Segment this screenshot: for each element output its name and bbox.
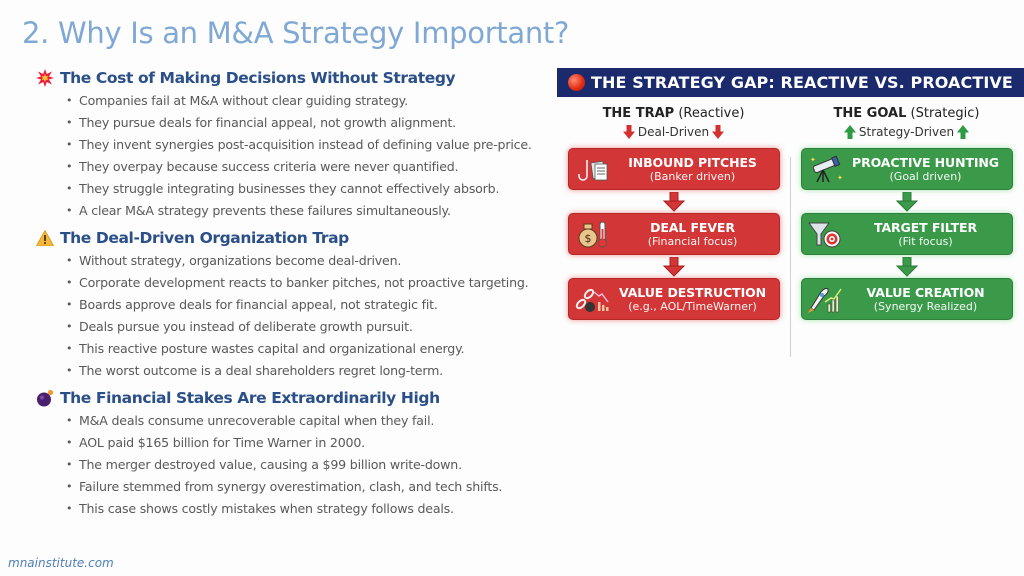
- box-subtitle: (Fit focus): [898, 235, 953, 248]
- flow-down-arrow-icon: [663, 255, 685, 278]
- section-cost-without-strategy: [36, 66, 556, 222]
- flow-box-inbound-pitches: [568, 148, 780, 190]
- box-subtitle: (Synergy Realized): [873, 300, 978, 313]
- flow-box-value-creation: [801, 278, 1013, 320]
- bullet-item: • This reactive posture wastes capital and organizational energy.: [66, 338, 556, 360]
- broken-chain-declining-chart-icon: [569, 284, 615, 314]
- box-subtitle: (Banker driven): [649, 170, 736, 183]
- bullet-item: • This case shows costly mistakes when strategy follows deals.: [66, 498, 556, 520]
- strategy-gap-infographic: [557, 68, 1024, 328]
- bullet-item: • Companies fail at M&A without clear guiding strategy.: [66, 90, 556, 112]
- box-title: TARGET FILTER: [873, 220, 977, 235]
- bullet-item: • A clear M&A strategy prevents these failures simultaneously.: [66, 200, 556, 222]
- website-link[interactable]: mnainstitute.com: [8, 556, 114, 570]
- flow-down-arrow-icon: [663, 190, 685, 213]
- flow-box-deal-fever: [568, 213, 780, 255]
- bullet-item: • Failure stemmed from synergy overestimation, clash, and tech shifts.: [66, 476, 556, 498]
- money-bag-thermometer-icon: [569, 219, 615, 249]
- section-financial-stakes: [36, 386, 556, 520]
- goal-subheading: Strategy-Driven: [841, 124, 972, 140]
- trap-heading: THE TRAP (Reactive): [602, 106, 745, 121]
- bullet-item: • M&A deals consume unrecoverable capital when they fail.: [66, 410, 556, 432]
- flow-box-proactive-hunting: [801, 148, 1013, 190]
- banner-title: THE STRATEGY GAP: REACTIVE VS. PROACTIVE: [591, 73, 1013, 92]
- green-up-arrow-icon: [957, 125, 969, 139]
- box-subtitle: (e.g., AOL/TimeWarner): [628, 300, 757, 313]
- content-sections: [36, 66, 556, 524]
- trap-column: [557, 97, 790, 320]
- box-title: DEAL FEVER: [650, 220, 735, 235]
- goal-column: [790, 97, 1023, 320]
- svg-text:✦: ✦: [836, 175, 843, 182]
- warning-icon: [36, 229, 54, 247]
- section-title: The Deal-Driven Organization Trap: [60, 229, 349, 247]
- svg-text:✦: ✦: [809, 157, 816, 164]
- bullet-item: • Deals pursue you instead of deliberate growth pursuit.: [66, 316, 556, 338]
- bullet-item: • The merger destroyed value, causing a $99 billion write-down.: [66, 454, 556, 476]
- bullet-item: • AOL paid $165 billion for Time Warner in 2000.: [66, 432, 556, 454]
- box-subtitle: (Goal driven): [889, 170, 962, 183]
- bullet-item: • They struggle integrating businesses they cannot effectively absorb.: [66, 178, 556, 200]
- box-title: PROACTIVE HUNTING: [852, 155, 999, 170]
- fishhook-document-icon: [569, 154, 615, 184]
- section-title: The Financial Stakes Are Extraordinarily High: [60, 389, 440, 407]
- red-circle-icon: [568, 74, 585, 91]
- flow-down-arrow-icon: [896, 255, 918, 278]
- bullet-item: • Corporate development reacts to banker pitches, not proactive targeting.: [66, 272, 556, 294]
- svg-text:$: $: [584, 232, 591, 245]
- box-title: INBOUND PITCHES: [628, 155, 757, 170]
- flow-down-arrow-icon: [896, 190, 918, 213]
- explosion-icon: [36, 69, 54, 87]
- telescope-icon: [802, 154, 848, 184]
- section-title: The Cost of Making Decisions Without Strategy: [60, 69, 456, 87]
- flow-box-value-destruction: [568, 278, 780, 320]
- bullet-item: • They overpay because success criteria were never quantified.: [66, 156, 556, 178]
- bullet-item: • Without strategy, organizations become deal-driven.: [66, 250, 556, 272]
- bomb-icon: [36, 389, 54, 407]
- box-title: VALUE CREATION: [866, 285, 985, 300]
- trap-subheading: Deal-Driven: [620, 124, 727, 140]
- flow-box-target-filter: [801, 213, 1013, 255]
- bullet-item: • They invent synergies post-acquisition instead of defining value pre-price.: [66, 134, 556, 156]
- red-down-arrow-icon: [623, 125, 635, 139]
- box-subtitle: (Financial focus): [647, 235, 738, 248]
- green-up-arrow-icon: [844, 125, 856, 139]
- goal-heading: THE GOAL (Strategic): [833, 106, 980, 121]
- bullet-item: • Boards approve deals for financial appeal, not strategic fit.: [66, 294, 556, 316]
- section-deal-driven-trap: [36, 226, 556, 382]
- infographic-banner: [557, 68, 1024, 97]
- page-title: 2. Why Is an M&A Strategy Important?: [22, 16, 570, 50]
- funnel-target-icon: [802, 219, 848, 249]
- rocket-growth-chart-icon: [802, 284, 848, 314]
- bullet-item: • They pursue deals for financial appeal, not growth alignment.: [66, 112, 556, 134]
- bullet-item: • The worst outcome is a deal shareholders regret long-term.: [66, 360, 556, 382]
- box-title: VALUE DESTRUCTION: [618, 285, 767, 300]
- column-divider: [790, 157, 791, 357]
- red-down-arrow-icon: [712, 125, 724, 139]
